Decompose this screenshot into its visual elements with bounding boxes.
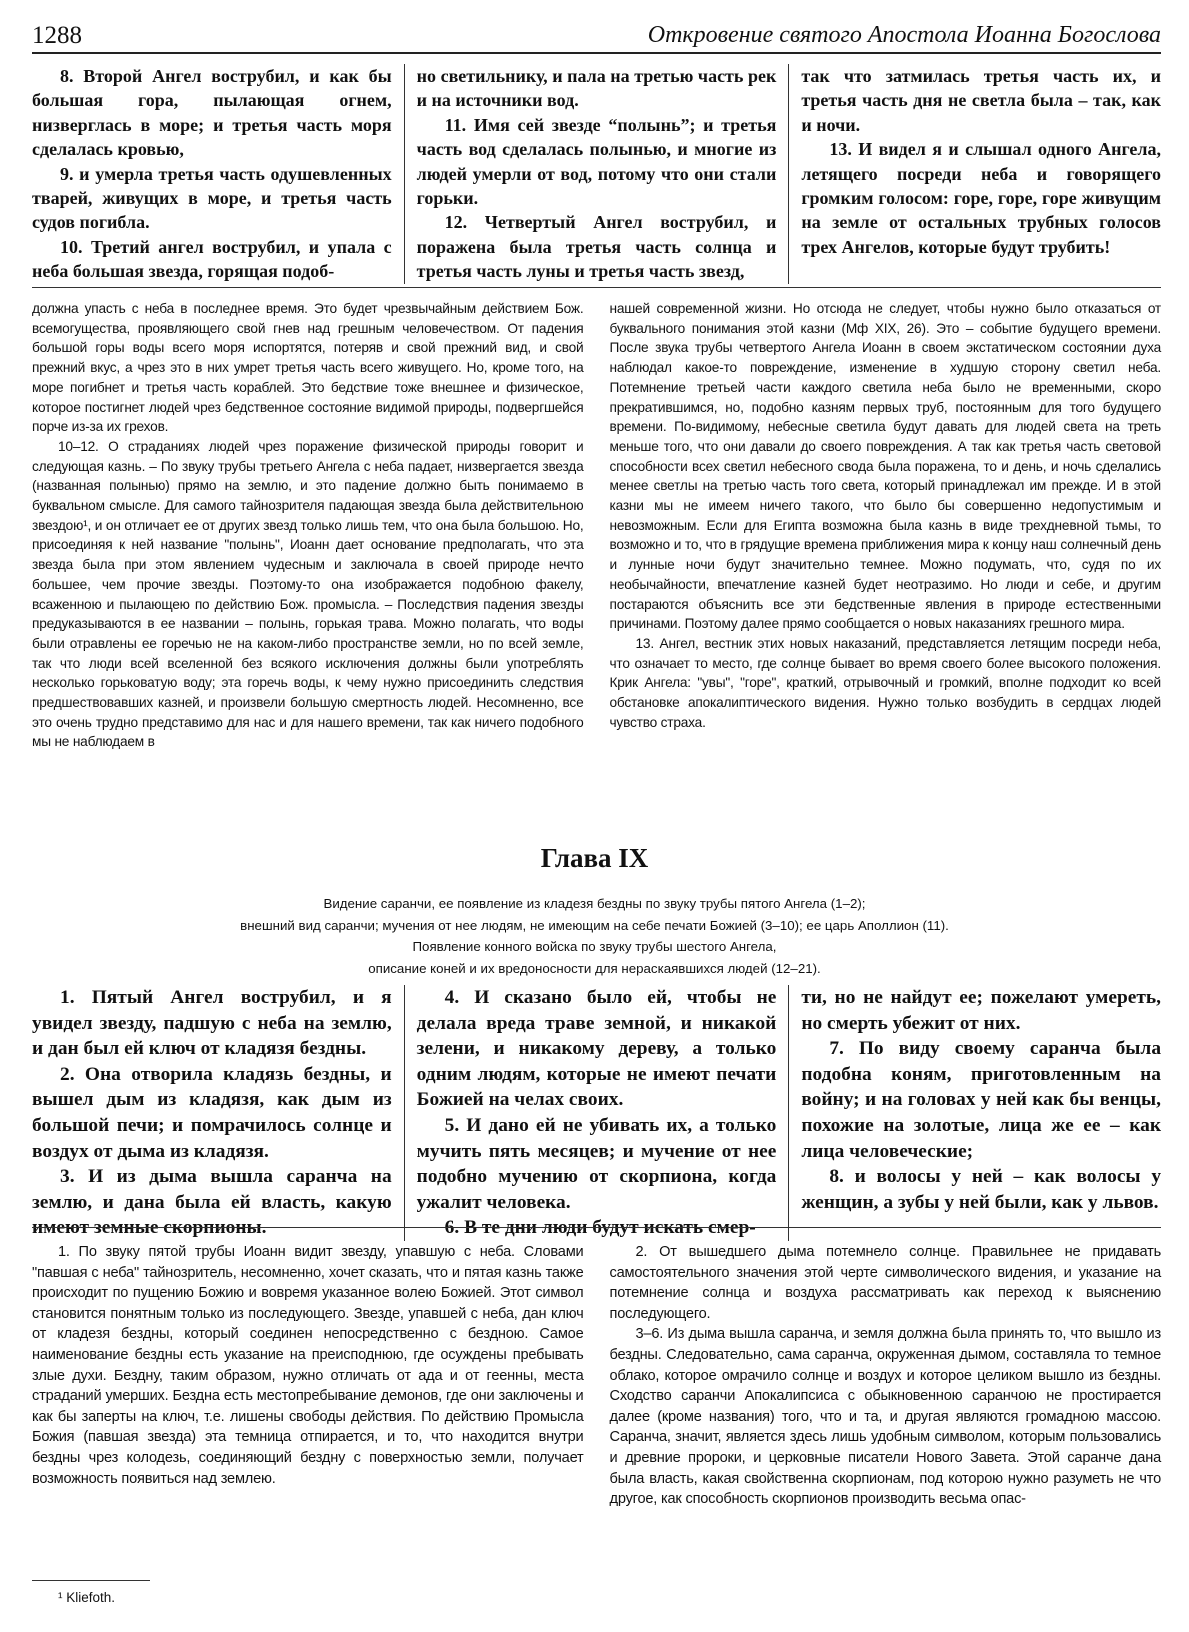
commentary-ch9	[32, 1242, 1161, 1510]
commentary-ch8-left	[32, 299, 584, 752]
summary-line: Появление конного войска по звуку трубы шестого Ангела,	[412, 939, 777, 954]
summary-line: внешний вид саранчи; мучения от нее людям, не имеющим на себе печати Божией (3–10); ее царь Аполлион (11).	[240, 917, 949, 933]
verse-8-10: 10. Третий ангел вострубил, и упала с неба большая звезда, горящая подоб-	[32, 236, 392, 282]
commentary-paragraph: нашей современной жизни. Но отсюда не следует, чтобы нужно было отказаться от буквального понимания этой казни (Мф XIX, 26). Это – событие будущего времени. После звука трубы четвертого Ангела Иоанн в своем экстатическом состоянии духа наблюдал какое-то повреждение, изменение в худшую сторону светил неба. Потемнение третьей части каждого светила неба было не временными, скоро прекратившимся, но, подобно казням первых труб, постоянным для того будущего времени. По-видимому, небесные светила будут давать для людей света на треть меньше того, что они давали до своего повреждения. А так как третья часть световой способности всех светил небесного свода была поражена, то и день, и ночь сделались менее светлы на третью часть того света, который принадлежал им прежде. И в этой казни мы не имеем ничего такого, что было бы совершенно недопустимым и невозможным. Если для Египта возможна была казнь в виде трехдневной тьмы, то возможно и то, что в грядущие времена приближения мира к концу наш солнечный день и лунные ночи будут значительно темнее. Можно подумать, что, судя по их необычайности, впечатление казней будет неотразимо. Но люди и себе, и другим постараются объяснить все эти бедственные явления в природе естественными причинами. Поэтому далее прямо сообщается о новых наказаниях грешного мира.	[609, 301, 1161, 632]
verse-8-11: 11. Имя сей звезде “полынь”; и третья часть вод сделалась полынью, и многие из людей умерли от вод, потому что они стали горьки.	[416, 114, 777, 209]
commentary-paragraph: 13. Ангел, вестник этих новых наказаний, представляется летящим посреди неба, что означает то место, где солнце бывает во время своего более высокого положения. Крик Ангела: "увы", "горе", краткий, отрывочный и громкий, вполне подходит ко всей обстановке апокалиптического видения. Нужно только возбудить в сердцах людей чувство страха.	[609, 635, 1161, 730]
chapter-summary	[40, 893, 1149, 979]
commentary-ch9-right	[610, 1242, 1162, 1510]
commentary-paragraph: должна упасть с неба в последнее время. Это будет чрезвычайным действием Бож. всемогущества, проявляющего свой гнев над грешным человечеством. От падения большой горы воды всего моря испортятся, потеряв и свой прежний вид, и свой прежний вкус, а чрез это в них умрет третья часть всего живущего. Но, кроме того, на море погибнет и третья часть кораблей. Это бедствие тоже внешнее и физическое, которое постигнет людей чрез бедственное состояние видимой природы, подвергшейся порче из-за их грехов.	[32, 301, 584, 435]
divider-rule	[32, 1227, 1161, 1228]
verse-8-9: 9. и умерла третья часть одушевленных тварей, живущих в море, и третья часть судов погибла.	[32, 163, 392, 233]
verses-ch9-col3	[788, 985, 1161, 1241]
verse-9-7: 7. По виду своему саранча была подобна коням, приготовленным на войну; и на головах у ней как бы венцы, похожие на золотые, лица же ее – как лица человеческие;	[801, 1038, 1162, 1162]
commentary-paragraph: 2. От вышедшего дыма потемнело солнце. Правильнее не придавать самостоятельного значения этой черте символического видения, и указание на потемнение солнца и воздуха рассматривать как переход к выяснению последующего.	[609, 1244, 1161, 1322]
verse-9-5: 5. И дано ей не убивать их, а только мучить пять месяцев; и мучение от нее подобно мучению от скорпиона, когда ужалит человека.	[416, 1114, 777, 1213]
verse-8-2: 8. Второй Ангел вострубил, и как бы большая гора, пылающая огнем, низверглась в море; и третья часть моря сделалась кровью,	[32, 66, 392, 160]
verses-ch8	[32, 64, 1161, 284]
verses-ch9-col1	[32, 985, 404, 1241]
commentary-ch9-left	[32, 1242, 584, 1510]
chapter-title: Глава IX	[540, 843, 649, 873]
verse-9-1: 1. Пятый Ангел вострубил, и я увидел звезду, падшую с неба на землю, и дан был ей ключ от кладязя бездны.	[32, 987, 392, 1060]
running-title: Откровение святого Апостола Иоанна Богослова	[647, 22, 1161, 48]
page-number: 1288	[32, 22, 82, 49]
summary-line: описание коней и их вредоносности для нераскаявшихся людей (12–21).	[368, 960, 821, 976]
commentary-paragraph: 1. По звуку пятой трубы Иоанн видит звезду, упавшую с неба. Словами "павшая с неба" тайнозритель, несомненно, хочет сказать, что и пятая казнь также происходит по пущению Божию и вовремя указанное волею Божией. Этот символ становится понятным только из последующего. Звезде, упавшей с неба, дан ключ от кладезя бездны, который соединен непосредственно с бездною. Самое наименование бездны есть указание на преисподнюю, где осуждены пребывать злые духи. Бездну, таким образом, нужно отличать от ада и от геенны, места страданий умерших. Бездна есть местопребывание демонов, где они заключены и как бы заперты на ключ, т.е. лишены свободы действия. По действию Промысла Божия (павшая звезда) эта темница отпирается, и то, что находится внутри бездны чрез колодезь, соединяющий бездну с поверхностью земли, получает возможность появиться над землею.	[32, 1244, 584, 1487]
summary-line: Видение саранчи, ее появление из кладезя бездны по звуку трубы пятого Ангела (1–2);	[323, 896, 866, 911]
verse-8-13: 13. И видел я и слышал одного Ангела, летящего посреди неба и говорящего громким голосом: горе, горе, горе живущим на земле от остальных трубных голосов трех Ангелов, которые будут трубить!	[801, 139, 1162, 257]
page-header	[32, 18, 1161, 54]
commentary-paragraph: 10–12. О страданиях людей чрез поражение физической природы говорит и следующая казнь. – По звуку трубы третьего Ангела с неба падает, низвергается звезда (названная полынью) прямо на землю, и это падение должно быть понимаемо в буквальном смысле. Для самого тайнозрителя падающая звезда была действительною звездою¹, и он отличает ее от других звезд только лишь тем, что она была большою. Но, присоединяя к ней название "полынь", Иоанн дает основание предполагать, что эта звезда была при этом явлением чудесным и заключала в своей природе нечто большее, чем прочие звезды. Поэтому-то она изображается подобною факелу, всаженною и пылающею по действию Бож. промысла. – Последствия падения звезды предуказываются в ее названии – полынь, горькая трава. Можно полагать, что воды были отравлены ее горечью не на каком-либо пространстве земли, но по всей земле, так что люди всей вселенной без всякого исключения должны были употреблять несколько горьковатую воду; эта горечь воды, к чему нужно присоединить следствия предшествовавших казней, и произвели большую смертность людей. Несомненно, все это очень трудно представимо для нас и для нашего времени, так как ничего подобного мы не наблюдаем в	[32, 438, 584, 750]
commentary-ch8-right	[610, 299, 1162, 752]
divider-rule	[32, 287, 1161, 288]
verse-8-12-cont: так что затмилась третья часть их, и третья часть дня не светла была – так, как и ночи.	[801, 66, 1162, 135]
commentary-ch8	[32, 299, 1161, 752]
verse-8-10-cont: но светильнику, и пала на третью часть рек и на источники вод.	[416, 66, 777, 111]
verse-9-6: 6. В те дни люди будут искать смер-	[444, 1217, 756, 1239]
verse-9-8: 8. и волосы у ней – как волосы у женщин, а зубы у ней были, как у львов.	[801, 1166, 1162, 1213]
footnote-rule	[32, 1580, 150, 1581]
verse-9-6-cont: ти, но не найдут ее; пожелают умереть, но смерть убежит от них.	[801, 987, 1162, 1034]
verses-ch8-col3	[788, 64, 1161, 284]
commentary-paragraph: 3–6. Из дыма вышла саранча, и земля должна была принять то, что вышло из бездны. Следовательно, сама саранча, окруженная дымом, составляла то темное облако, которое омрачило солнце и воздух и которое целиком вышло из бездны. Сходство саранчи Апокалипсиса с обыкновенною саранчою не простирается далее (кроме названия) того, что и та, и другая являются громадною массою. Саранча, значит, является здесь лишь удобным символом, которым пользовались и древние пророки, и церковные писатели Нового Завета. Этой саранче дана была власть, какая свойственна скорпионам, под которою нужно разуметь не что другое, как способность скорпионов производить весьма опас-	[609, 1326, 1161, 1508]
verses-ch9-col2	[404, 985, 789, 1241]
verses-ch9	[32, 985, 1161, 1241]
verses-ch8-col2	[404, 64, 789, 284]
verse-9-3: 3. И из дыма вышла саранча на землю, и дана была ей власть, какую имеют земные скорпионы.	[32, 1166, 392, 1239]
verse-9-4: 4. И сказано было ей, чтобы не делала вреда траве земной, и никакой зелени, и никакому дереву, а только одним людям, которые не имеют печати Божией на челах своих.	[416, 987, 777, 1111]
verses-ch8-col1	[32, 64, 404, 284]
verse-8-12: 12. Четвертый Ангел вострубил, и поражена была третья часть солнца и третья часть луны и третья часть звезд,	[416, 212, 777, 282]
footnote: ¹ Kliefoth.	[58, 1590, 116, 1605]
verse-9-2: 2. Она отворила кладязь бездны, и вышел дым из кладязя, как дым из большой печи; и помрачилось солнце и воздух от дыма из кладязя.	[32, 1063, 392, 1162]
